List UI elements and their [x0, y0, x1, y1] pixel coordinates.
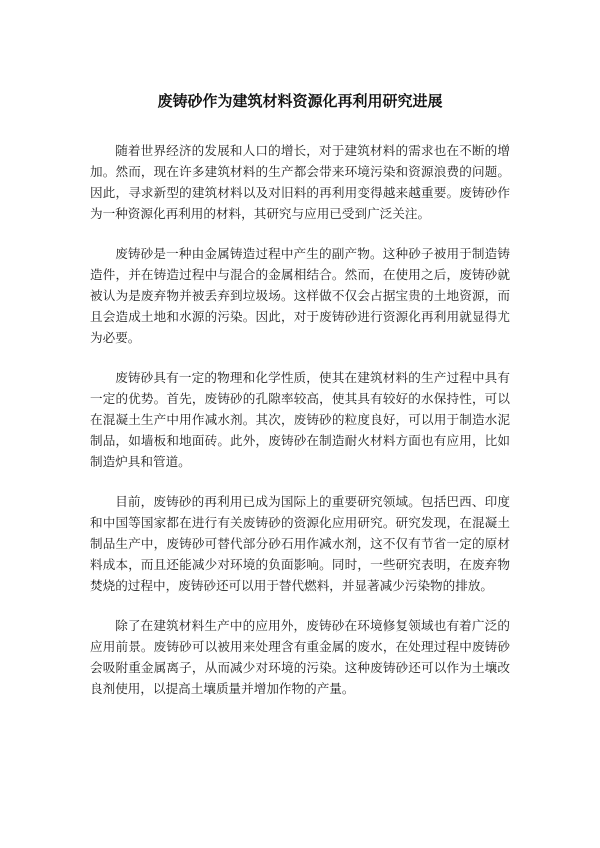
paragraph-1: 随着世界经济的发展和人口的增长，对于建筑材料的需求也在不断的增加。然而，现在许多建筑材料的生产都会带来环境污染和资源浪费的问题。因此，寻求新型的建筑材料以及对旧料的再利用变得越来越重要。废铸砂作为一种资源化再利用的材料，其研究与应用已受到广泛关注。	[90, 143, 510, 221]
paragraph-5: 除了在建筑材料生产中的应用外，废铸砂在环境修复领域也有着广泛的应用前景。废铸砂可以被用来处理含有重金属的废水，在处理过程中废铸砂会吸附重金属离子，从而减少对环境的污染。这种废铸砂还可以作为土壤改良剂使用，以提高土壤质量并增加作物的产量。	[90, 618, 510, 696]
paragraph-4: 目前，废铸砂的再利用已成为国际上的重要研究领域。包括巴西、印度和中国等国家都在进行有关废铸砂的资源化应用研究。研究发现，在混凝土制品生产中，废铸砂可替代部分砂石用作减水剂，这不仅有节省一定的原材料成本，而且还能减少对环境的负面影响。同时，一些研究表明，在废弃物焚烧的过程中，废铸砂还可以用于替代燃料，并显著减少污染物的排放。	[90, 494, 510, 593]
document-body	[90, 140, 510, 699]
document-title: 废铸砂作为建筑材料资源化再利用研究进展	[157, 92, 443, 110]
paragraph-2: 废铸砂是一种由金属铸造过程中产生的副产物。这种砂子被用于制造铸造件，并在铸造过程中与混合的金属相结合。然而，在使用之后，废铸砂就被认为是废弃物并被丢弃到垃圾场。这样做不仅会占据宝贵的土地资源，而且会造成土地和水源的污染。因此，对于废铸砂进行资源化再利用就显得尤为必要。	[90, 246, 510, 345]
paragraph-3: 废铸砂具有一定的物理和化学性质，使其在建筑材料的生产过程中具有一定的优势。首先，废铸砂的孔隙率较高，使其具有较好的水保持性，可以在混凝土生产中用作减水剂。其次，废铸砂的粒度良好，可以用于制造水泥制品，如墙板和地面砖。此外，废铸砂在制造耐火材料方面也有应用，比如制造炉具和管道。	[90, 370, 510, 469]
